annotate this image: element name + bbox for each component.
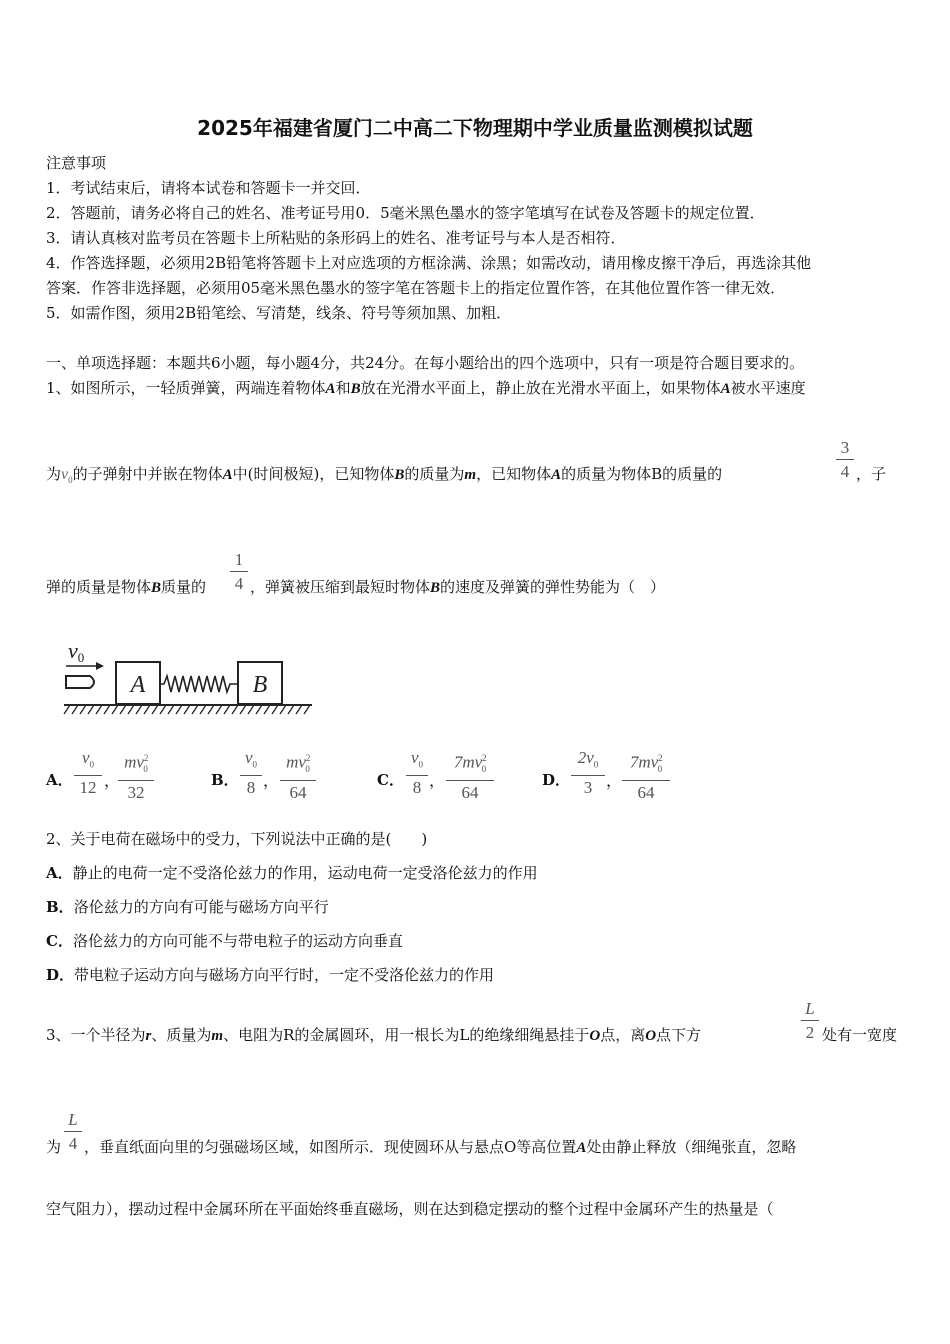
v0-symbol: $v_0$ [61,466,73,486]
option-d-energy: $7mv^2_0$ 64 [622,748,670,803]
comma: ， [263,771,280,790]
comma: ， [104,771,121,790]
option-b-energy: $mv^2_0$ 64 [280,748,316,803]
q1-line-3 [46,576,206,597]
q1-text: ，已知物体 [476,465,552,483]
bullet-icon [66,676,94,688]
var-b: B [151,580,162,596]
fraction-1-4: 1 4 [230,550,248,594]
fraction-l-4: L 4 [64,1110,82,1154]
var-a: A [576,1140,587,1156]
option-d-velocity: $2v_0$ 3 [571,748,605,798]
q2-option-d[interactable]: D．带电粒子运动方向与磁场方向平行时，一定不受洛伦兹力的作用 [46,966,495,984]
q1-line-2 [46,463,722,485]
section-heading: 一、单项选择题：本题共6小题，每小题4分，共24分。在每小题给出的四个选项中，只有一项是符合题目要求的。 [46,354,805,372]
var-a: A [720,381,731,397]
var-b: B [430,580,441,596]
fraction-l-2: L 2 [801,999,819,1043]
ground-hatching [64,705,310,714]
q1-text: 1、如图所示，一轻质弹簧，两端连着物体 [46,379,326,397]
spring-block-figure [60,638,320,720]
q3-line-1: 3、一个半径为r、质量为m、电阻为R的金属圆环，用一根长为L的绝缘细绳悬挂于O点，离O点下方 [46,1026,702,1044]
q1-text: ，子 [856,465,887,483]
var-a: A [222,467,233,483]
q3-text: 为 [46,1138,62,1156]
q1-text: 的质量为物体B的质量的 [561,465,723,483]
q1-text: 的速度及弹簧的弹性势能为（ ） [440,578,666,596]
var-a: A [551,467,562,483]
option-b-velocity: $v_0$ 8 [240,748,262,798]
q1-text: 和 [335,379,351,397]
q2-stem: 2、关于电荷在磁场中的受力，下列说法中正确的是( ) [46,830,428,848]
q1-text: 质量的 [161,578,207,596]
option-b-label[interactable]: B． [211,771,239,789]
var-o: O [645,1028,657,1044]
q2-option-a[interactable]: A．静止的电荷一定不受洛伦兹力的作用，运动电荷一定受洛伦兹力的作用 [46,864,538,882]
q1-text: 被水平速度 [730,379,806,397]
option-a-velocity: $v_0$ 12 [74,748,102,798]
page-title: 2025年福建省厦门二中高二下物理期中学业质量监测模拟试题 [197,116,753,140]
notice-item-2: 2．答题前，请务必将自己的姓名、准考证号用0．5毫米黑色墨水的签字笔填写在试卷及答题卡的规定位置． [46,204,765,222]
q3-line-3: 空气阻力），摆动过程中金属环所在平面始终垂直磁场，则在达到稳定摆动的整个过程中金属环产生的热量是（ [46,1200,774,1218]
q2-option-b[interactable]: B．洛伦兹力的方向有可能与磁场方向平行 [46,898,329,916]
var-b: B [350,381,361,397]
var-a: A [325,381,336,397]
option-a-energy: $mv^2_0$ 32 [118,748,154,803]
q3-text: 处有一宽度 [822,1026,898,1044]
notice-item-4b: 答案．作答非选择题，必须用05毫米黑色墨水的签字笔在答题卡上的指定位置作答，在其他位置作答一律无效． [46,279,786,297]
notice-item-1: 1．考试结束后，请将本试卷和答题卡一并交回． [46,179,371,197]
q1-text: 的质量为 [404,465,465,483]
notice-item-4a: 4．作答选择题，必须用2B铅笔将答题卡上对应选项的方框涂满、涂黑；如需改动，请用橡皮擦干净后，再选涂其他 [46,254,812,272]
var-b: B [394,467,405,483]
notice-heading: 注意事项 [46,154,107,172]
q2-option-c[interactable]: C．洛伦兹力的方向可能不与带电粒子的运动方向垂直 [46,932,403,950]
q1-line-1 [46,377,806,398]
block-a-label: A [130,672,146,698]
option-c-label[interactable]: C． [377,771,404,789]
notice-item-5: 5．如需作图，须用2B铅笔绘、写清楚，线条、符号等须加黑、加粗． [46,304,512,322]
notice-item-3: 3．请认真核对监考员在答题卡上所粘贴的条形码上的姓名、准考证号与本人是否相符． [46,229,626,247]
fraction-3-4: 3 4 [836,438,854,482]
option-a-label[interactable]: A． [46,771,73,789]
arrowhead-icon [96,662,104,670]
q1-line-3b [250,576,665,597]
option-c-velocity: $v_0$ 8 [406,748,428,798]
var-m: m [464,467,477,483]
block-b-label: B [252,672,268,698]
q1-text: 弹的质量是物体 [46,578,152,596]
q1-text: 中(时间极短)，已知物体 [232,465,395,483]
q1-text: 放在光滑水平面上，静止放在光滑水平面上，如果物体 [360,379,721,397]
var-m: m [211,1028,224,1044]
comma: ， [606,771,623,790]
q1-text: ，弹簧被压缩到最短时物体 [250,578,431,596]
q1-text: 为 [46,465,62,483]
option-c-energy: $7mv^2_0$ 64 [446,748,494,803]
comma: ， [429,771,446,790]
v0-label: v0 [68,638,85,665]
option-d-label[interactable]: D． [542,771,571,789]
var-r: r [145,1028,152,1044]
spring [160,676,238,692]
q1-text: 的子弹射中并嵌在物体 [72,465,223,483]
var-o: O [589,1028,601,1044]
q3-line-2: ，垂直纸面向里的匀强磁场区域，如图所示．现使圆环从与悬点O等高位置A处由静止释放（细绳张直，忽略 [84,1138,797,1156]
